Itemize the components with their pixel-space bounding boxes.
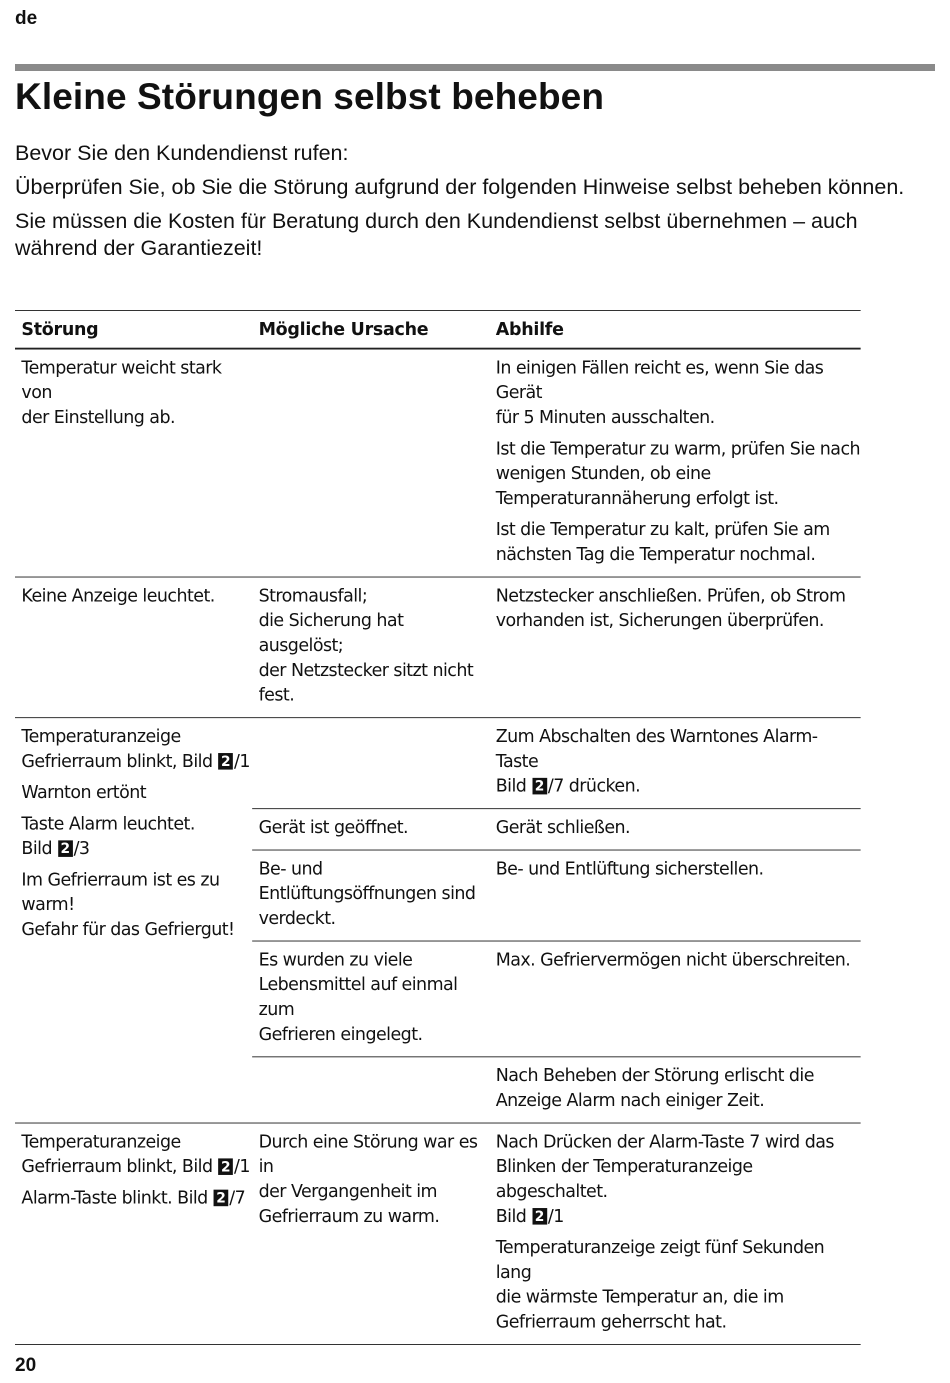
cell-line: fest. [258,685,295,706]
language-code: de [15,8,38,29]
cell-line: wenigen Stunden, ob eine [495,463,711,484]
table-subrow [252,718,860,809]
cell-text: /3 [73,838,90,859]
figure-badge: 2 [214,1190,229,1207]
abhilfe-paragraph [496,1130,861,1229]
cell-line: Zum Abschalten des Warntones Alarm-Taste [495,726,818,772]
cell-ursache [252,941,489,1056]
cell-abhilfe [489,718,860,808]
header-ursache: Mögliche Ursache [258,318,429,339]
table-subrow [252,1057,860,1122]
cell-line: Gefrieren eingelegt. [258,1024,423,1045]
cell-text: /1 [547,1206,564,1227]
cell-stoerung [15,350,252,577]
cell-abhilfe: Max. Gefriervermögen nicht überschreiten. [495,949,851,970]
page-number: 20 [15,1355,37,1376]
figure-badge: 2 [218,1158,233,1175]
table-row-group [15,718,861,1123]
cell-line: Temperaturannäherung erfolgt ist. [495,488,779,509]
cell-line: Nach Drücken der Alarm-Taste 7 wird das [495,1131,834,1152]
table-row [15,1123,861,1345]
cell-line: Es wurden zu viele [258,949,413,970]
cell-line [496,1204,861,1229]
cell-text: Gefrierraum blinkt, Bild [21,1156,213,1177]
cell-ursache: Gerät ist geöffnet. [258,817,409,838]
cell-abhilfe [489,577,860,717]
cell-abhilfe: Gerät schließen. [495,817,631,838]
cell-line: Blinken der Temperaturanzeige abgeschaltet. [495,1156,753,1202]
cell-text: /7 drücken. [547,776,641,797]
cell-text: Bild [495,776,527,797]
cell-line [21,1186,252,1211]
cell-line: Gefrierraum zu warm. [258,1206,440,1227]
table-row [15,577,861,718]
cell-line: nächsten Tag die Temperatur nochmal. [495,544,816,565]
cell-line: der Vergangenheit im [258,1181,438,1202]
cell-line: Netzstecker anschließen. Prüfen, ob Strom [495,585,846,606]
table-header [15,310,861,350]
header-stoerung: Störung [21,318,99,339]
stoerung-paragraph [21,868,252,942]
abhilfe-paragraph [496,437,861,511]
cell-line: Be- und [258,858,323,879]
cell-abhilfe [489,1123,860,1344]
cell-line: vorhanden ist, Sicherungen überprüfen. [495,610,824,631]
cell-abhilfe [489,350,860,577]
cell-line: Taste Alarm leuchtet. [21,813,195,834]
cell-line: Ist die Temperatur zu kalt, prüfen Sie am [495,519,830,540]
cell-line: Temperaturanzeige [21,1131,181,1152]
table-subrow [252,941,860,1057]
table-subrow [252,850,860,941]
intro-paragraph: Bevor Sie den Kundendienst rufen: [15,141,349,165]
subrows [252,718,860,1122]
figure-badge: 2 [218,753,233,770]
cell-line: der Einstellung ab. [21,407,175,428]
cell-text: Alarm-Taste blinkt. Bild [21,1187,208,1209]
cell-line: Gefahr für das Gefriergut! [21,919,235,940]
cell-ursache [252,850,489,940]
cell-text: /1 [234,751,250,772]
cell-line: Entlüftungsöffnungen sind [258,883,476,904]
cell-line: Nach Beheben der Störung erlischt die [495,1065,814,1086]
header-abhilfe: Abhilfe [495,318,564,339]
cell-abhilfe [489,1057,860,1122]
cell-line: Stromausfall; [258,585,368,606]
cell-line: Temperaturanzeige [21,726,181,747]
cell-text: Bild [21,838,53,859]
stoerung-paragraph [21,1130,252,1180]
abhilfe-paragraph [496,518,861,568]
cell-line: Gefrierraum geherrscht hat. [495,1311,727,1333]
cell-stoerung [15,1123,252,1344]
cell-abhilfe: Be- und Entlüftung sicherstellen. [495,858,764,879]
figure-badge: 2 [58,840,73,857]
cell-text: Gefrierraum blinkt, Bild [21,751,213,772]
stoerung-paragraph [21,725,252,775]
cell-text: /1 [234,1156,250,1177]
cell-line [21,749,252,774]
cell-line: der Netzstecker sitzt nicht [258,660,474,681]
cell-line: In einigen Fällen reicht es, wenn Sie das Gerät [495,357,824,403]
cell-line: verdeckt. [258,908,336,929]
page-title: Kleine Störungen selbst beheben [15,76,605,117]
cell-ursache [252,577,489,717]
cell-line [496,774,855,799]
intro-paragraph: Überprüfen Sie, ob Sie die Störung aufgrund der folgenden Hinweise selbst beheben können. [15,175,905,199]
cell-ursache [252,718,489,808]
stoerung-paragraph [21,812,252,862]
cell-stoerung [15,718,252,1122]
cell-line: Lebensmittel auf einmal zum [258,974,458,1020]
cell-line: Keine Anzeige leuchtet. [21,585,215,606]
cell-line: Anzeige Alarm nach einiger Zeit. [495,1090,765,1111]
table-row [15,350,861,578]
cell-stoerung [15,577,252,717]
cell-line [21,1155,252,1180]
stoerung-paragraph: Warnton ertönt [21,782,147,803]
cell-line: die Sicherung hat ausgelöst; [258,610,404,656]
cell-line: für 5 Minuten ausschalten. [495,407,715,428]
cell-ursache [252,1123,489,1344]
cell-text: Bild [495,1206,527,1227]
cell-line: warm! [21,894,75,915]
cell-line: Durch eine Störung war es in [258,1131,478,1177]
figure-badge: 2 [532,778,547,795]
intro-text [15,140,935,269]
stoerung-paragraph [21,1186,252,1211]
troubleshooting-table [15,310,861,1345]
cell-ursache [252,350,489,577]
figure-badge: 2 [532,1208,547,1225]
cell-line [21,837,252,862]
cell-line: Temperatur weicht stark von [21,357,222,403]
abhilfe-paragraph [496,356,861,430]
cell-text: /7 [229,1187,246,1209]
cell-line: Ist die Temperatur zu warm, prüfen Sie nach [495,438,861,459]
table-subrow [252,809,860,850]
header-rule [15,64,935,71]
cell-ursache [252,1057,489,1122]
intro-paragraph: Sie müssen die Kosten für Beratung durch den Kundendienst selbst übernehmen – auch während der Garantiezeit! [15,209,858,260]
cell-line: Temperaturanzeige zeigt fünf Sekunden lang [495,1237,825,1283]
cell-line: die wärmste Temperatur an, die im [495,1287,784,1308]
cell-line: Im Gefrierraum ist es zu [21,869,220,891]
abhilfe-paragraph [496,1236,861,1335]
